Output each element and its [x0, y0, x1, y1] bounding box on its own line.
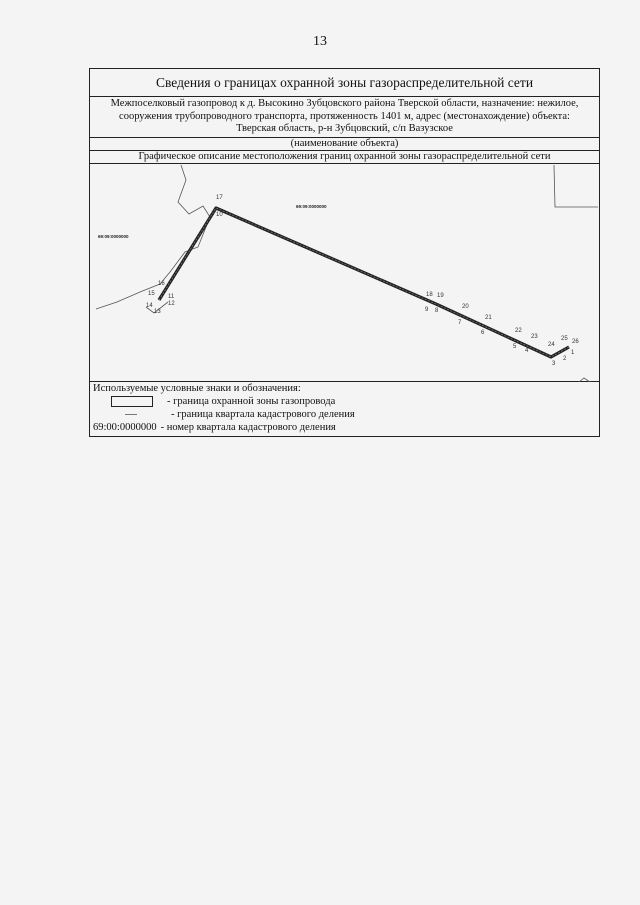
object-description: [90, 97, 599, 138]
boundary-point-label: 13: [154, 308, 161, 315]
boundary-point-label: 16: [158, 280, 165, 287]
boundary-point-label: 23: [531, 333, 538, 340]
boundary-map: [90, 164, 599, 382]
boundary-point-label: 15: [148, 290, 155, 297]
legend-text: - граница охранной зоны газопровода: [167, 395, 336, 407]
boundary-point-label: 26: [572, 338, 579, 345]
boundary-point-label: 17: [216, 194, 223, 201]
boundary-point-label: 7: [458, 319, 462, 326]
boundary-point-label: 2: [563, 355, 567, 362]
legend-item-number: [93, 421, 596, 434]
legend-heading: Используемые условные знаки и обозначения:: [93, 382, 301, 394]
boundary-point-label: 24: [548, 341, 555, 348]
boundary-info-table: [89, 68, 600, 437]
legend-text: - номер квартала кадастрового деления: [160, 421, 336, 433]
boundary-point-label: 4: [525, 347, 529, 354]
boundary-point-label: 10: [216, 211, 223, 218]
boundary-map-drawing: [90, 164, 599, 382]
quarter-number-symbol: 69:00:0000000: [93, 421, 157, 433]
quarter-label: 69:09:0000000: [296, 203, 327, 209]
object-caption: (наименование объекта): [90, 138, 599, 151]
object-line: Межпоселковый газопровод к д. Высокино Зубцовского района Тверской области, назначение: нежилое,: [110, 98, 579, 109]
graphic-caption: Графическое описание местоположения границ охранной зоны газораспределительной сети: [90, 151, 599, 164]
quarter-boundary-symbol: [125, 414, 137, 415]
boundary-point-label: 1: [571, 349, 575, 356]
boundary-point-label: 11: [168, 293, 175, 300]
protection-zone-boundary: [159, 208, 569, 357]
object-line: сооружения трубопроводного транспорта, протяженность 1401 м, адрес (местонахождение) объекта:: [119, 110, 570, 122]
boundary-point-label: 22: [515, 327, 522, 334]
quarter-label: 69:09:0000000: [98, 233, 129, 239]
object-line: Тверская область, р-н Зубцовский, с/п Вазузское: [236, 123, 453, 134]
boundary-point-label: 18: [426, 291, 433, 298]
boundary-point-label: 3: [552, 360, 556, 367]
page-number: 13: [313, 34, 327, 49]
legend-text: - граница квартала кадастрового деления: [171, 408, 355, 420]
protection-zone-inner: [159, 208, 569, 357]
boundary-point-label: 21: [485, 314, 492, 321]
quarter-boundary: [579, 378, 590, 382]
boundary-point-label: 12: [168, 300, 175, 307]
quarter-boundary: [554, 165, 598, 207]
boundary-point-label: 6: [481, 329, 485, 336]
boundary-point-label: 20: [462, 303, 469, 310]
boundary-point-label: 25: [561, 335, 568, 342]
boundary-point-label: 19: [437, 292, 444, 299]
boundary-point-label: 5: [513, 343, 517, 350]
legend-item-zone: [93, 395, 596, 408]
boundary-point-label: 9: [425, 306, 429, 313]
legend: [90, 382, 599, 436]
zone-boundary-symbol: [111, 396, 153, 407]
boundary-point-label: 8: [435, 307, 439, 314]
boundary-point-label: 14: [146, 302, 153, 309]
document-title: Сведения о границах охранной зоны газораспределительной сети: [90, 69, 599, 97]
legend-item-quarter: [93, 408, 596, 421]
